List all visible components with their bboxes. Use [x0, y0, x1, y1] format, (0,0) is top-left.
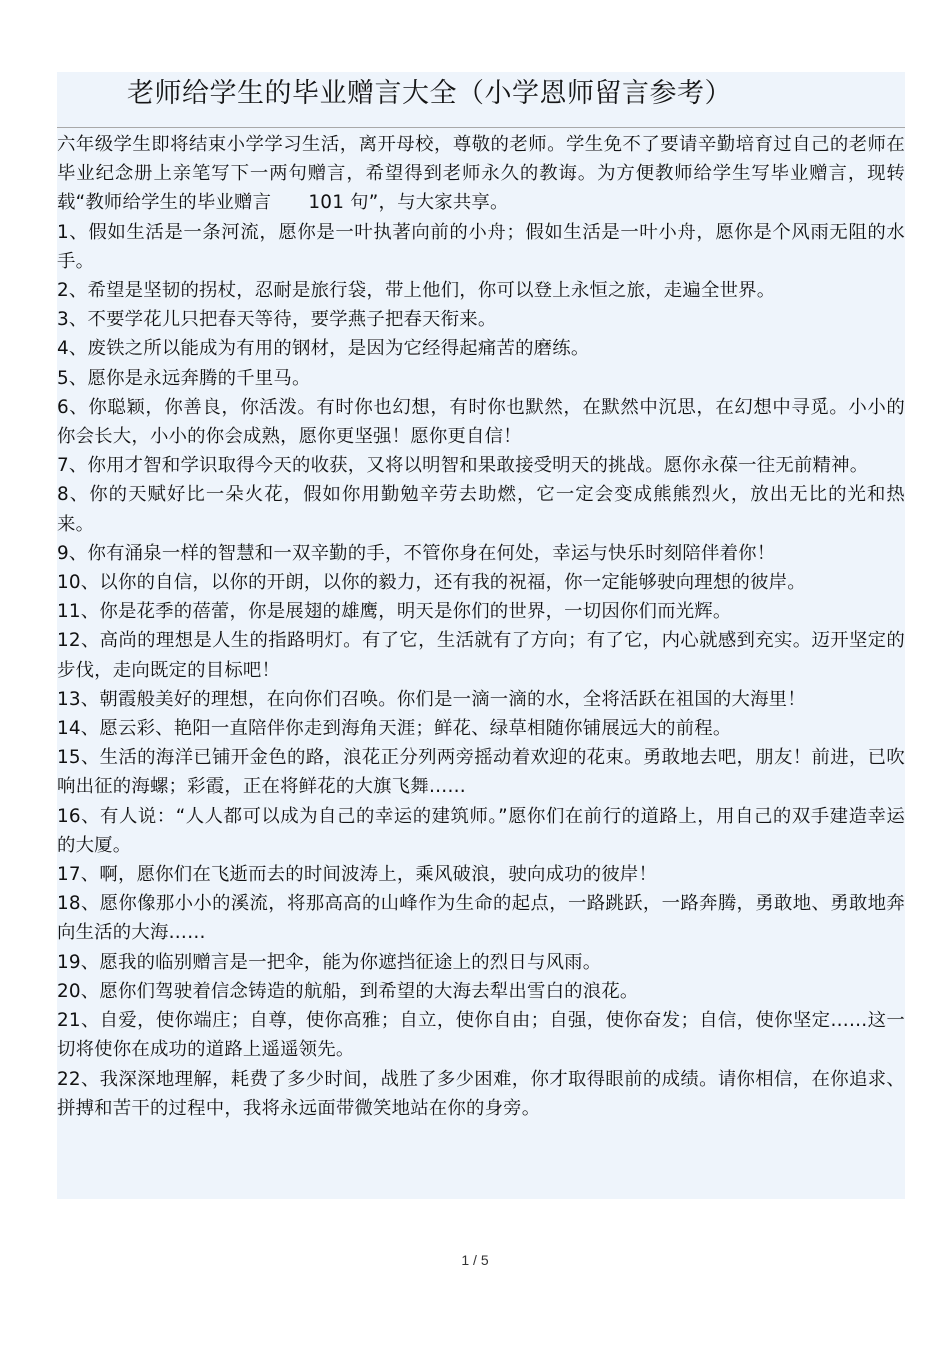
list-item: 9、你有涌泉一样的智慧和一双辛勤的手，不管你身在何处，幸运与快乐时刻陪伴着你！	[57, 542, 776, 564]
list-item: 12、高尚的理想是人生的指路明灯。有了它，生活就有了方向；有了它，内心就感到充实。迈开坚定的步伐，走向既定的目标吧！	[57, 630, 905, 681]
document-body	[57, 130, 905, 1123]
list-item: 6、你聪颖，你善良，你活泼。有时你也幻想，有时你也默然，在默然中沉思，在幻想中寻觅。小小的你会长大，小小的你会成熟，愿你更坚强！愿你更自信！	[57, 396, 905, 448]
list-item: 1、假如生活是一条河流，愿你是一叶执著向前的小舟；假如生活是一叶小舟，愿你是个风雨无阻的水手。	[57, 221, 905, 272]
title-area	[57, 72, 905, 128]
list-item: 15、生活的海洋已铺开金色的路，浪花正分列两旁摇动着欢迎的花束。勇敢地去吧，朋友！前进，已吹响出征的海螺；彩霞，正在将鲜花的大旗飞舞……	[57, 747, 905, 798]
list-item: 17、啊，愿你们在飞逝而去的时间波涛上，乘风破浪，驶向成功的彼岸！	[57, 864, 658, 886]
list-item: 20、愿你们驾驶着信念铸造的航船，到希望的大海去犁出雪白的浪花。	[57, 980, 639, 1002]
page-indicator: 1 / 5	[461, 1252, 489, 1268]
intro-paragraph: 六年级学生即将结束小学学习生活，离开母校，尊敬的老师。学生免不了要请辛勤培育过自己的老师在毕业纪念册上亲笔写下一两句赠言，希望得到老师永久的教诲。为方便教师给学生写毕业赠言，现转载“教师给学生的毕业赠言 101 句”，与大家共享。	[57, 134, 905, 214]
list-item: 5、愿你是永远奔腾的千里马。	[57, 367, 311, 389]
list-item: 8、你的天赋好比一朵火花，假如你用勤勉辛劳去助燃，它一定会变成熊熊烈火，放出无比的光和热来。	[57, 484, 905, 535]
list-item: 19、愿我的临别赠言是一把伞，能为你遮挡征途上的烈日与风雨。	[57, 951, 602, 973]
list-item: 7、你用才智和学识取得今天的收获，又将以明智和果敢接受明天的挑战。愿你永葆一往无前精神。	[57, 455, 869, 477]
list-item: 10、以你的自信，以你的开朗，以你的毅力，还有我的祝福，你一定能够驶向理想的彼岸。	[57, 572, 806, 594]
list-item: 13、朝霞般美好的理想，在向你们召唤。你们是一滴一滴的水，全将活跃在祖国的大海里！	[57, 688, 806, 710]
content-area	[57, 128, 905, 1199]
list-item: 14、愿云彩、艳阳一直陪伴你走到海角天涯；鲜花、绿草相随你铺展远大的前程。	[57, 718, 732, 740]
list-item: 18、愿你像那小小的溪流，将那高高的山峰作为生命的起点，一路跳跃，一路奔腾，勇敢地、勇敢地奔向生活的大海……	[57, 893, 905, 944]
list-item: 2、希望是坚韧的拐杖，忍耐是旅行袋，带上他们，你可以登上永恒之旅，走遍全世界。	[57, 280, 776, 302]
list-item: 11、你是花季的蓓蕾，你是展翅的雄鹰，明天是你们的世界，一切因你们而光辉。	[57, 601, 732, 623]
list-item: 16、有人说：“人人都可以成为自己的幸运的建筑师。”愿你们在前行的道路上，用自己的双手建造幸运的大厦。	[57, 805, 905, 856]
list-item: 22、我深深地理解，耗费了多少时间，战胜了多少困难，你才取得眼前的成绩。请你相信，在你追求、拼搏和苦干的过程中，我将永远面带微笑地站在你的身旁。	[57, 1068, 905, 1119]
list-item: 21、自爱，使你端庄；自尊，使你高雅；自立，使你自由；自强，使你奋发；自信，使你坚定……这一切将使你在成功的道路上遥遥领先。	[57, 1010, 905, 1061]
document-title: 老师给学生的毕业赠言大全（小学恩师留言参考）	[127, 78, 732, 109]
list-item: 4、废铁之所以能成为有用的钢材，是因为它经得起痛苦的磨练。	[57, 338, 590, 360]
list-item: 3、不要学花儿只把春天等待，要学燕子把春天衔来。	[57, 309, 497, 331]
